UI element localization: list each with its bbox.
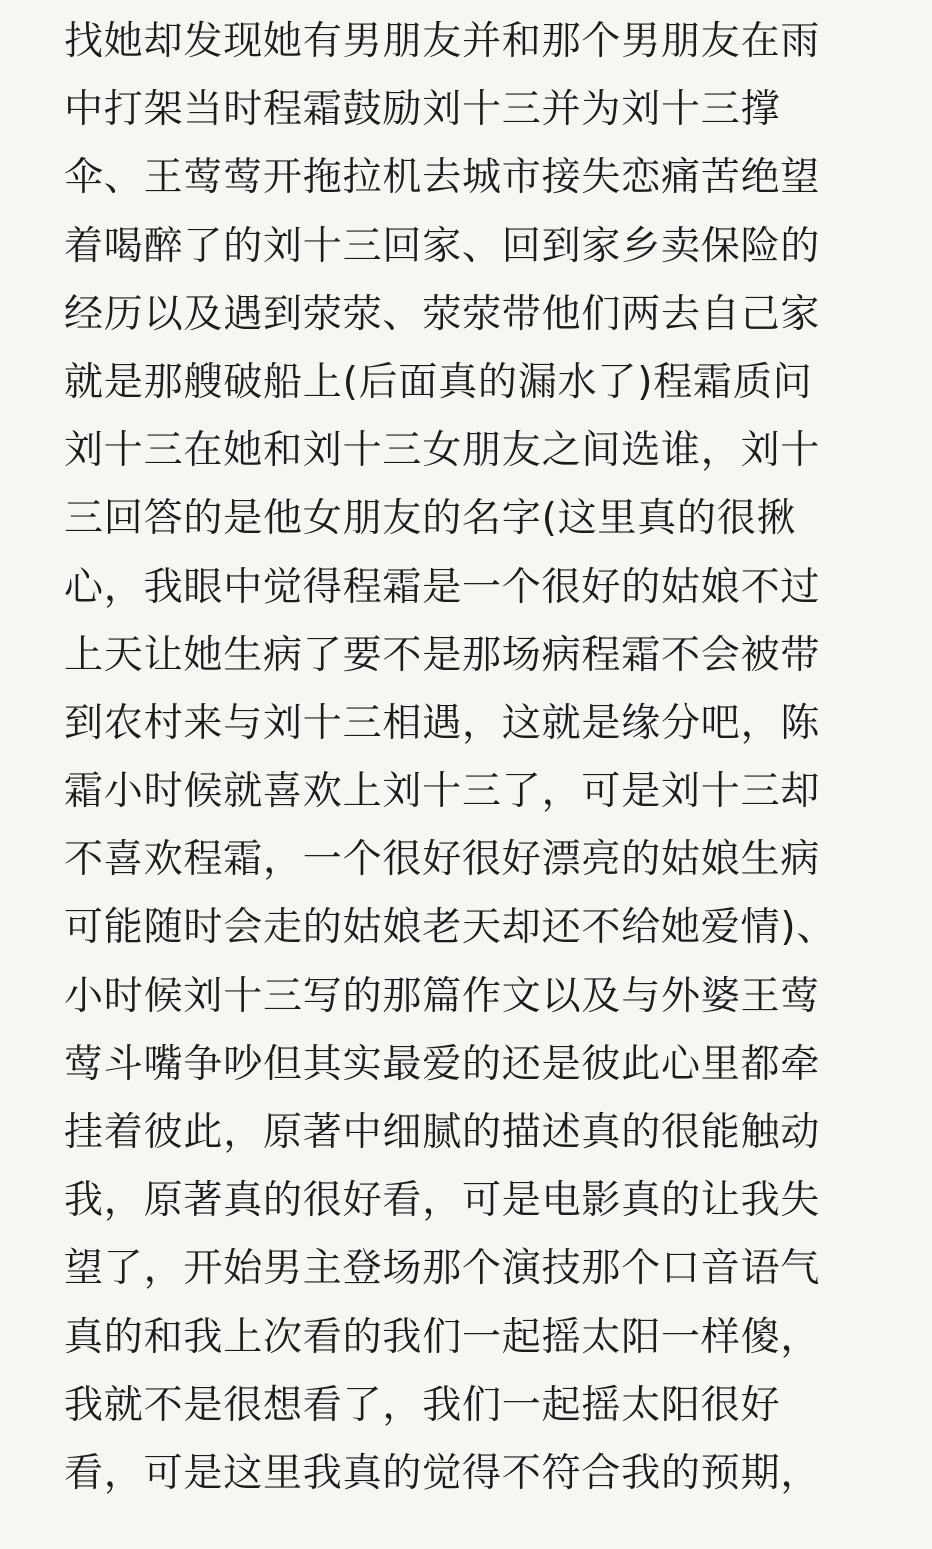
text-line: 霜小时候就喜欢上刘十三了，可是刘十三却 — [64, 769, 821, 815]
text-line: 小时候刘十三写的那篇作文以及与外婆王莺 — [64, 973, 821, 1019]
text-line: 着喝醉了的刘十三回家、回到家乡卖保险的 — [64, 223, 821, 269]
text-line: 刘十三在她和刘十三女朋友之间选谁，刘十 — [64, 428, 821, 474]
text-line: 可能随时会走的姑娘老天却还不给她爱情)、 — [64, 905, 837, 951]
text-line: 莺斗嘴争吵但其实最爱的还是彼此心里都牵 — [64, 1041, 821, 1087]
text-line: 上天让她生病了要不是那场病程霜不会被带 — [64, 632, 821, 678]
text-line: 看，可是这里我真的觉得不符合我的预期， — [64, 1450, 821, 1496]
text-line: 中打架当时程霜鼓励刘十三并为刘十三撑 — [64, 87, 781, 133]
text-line: 望了，开始男主登场那个演技那个口音语气 — [64, 1246, 821, 1292]
text-line: 伞、王莺莺开拖拉机去城市接失恋痛苦绝望 — [64, 155, 821, 201]
text-line: 不喜欢程霜，一个很好很好漂亮的姑娘生病 — [64, 837, 821, 883]
text-line: 经历以及遇到荥荥、荥荥带他们两去自己家 — [64, 291, 821, 337]
text-line: 找她却发现她有男朋友并和那个男朋友在雨 — [64, 19, 821, 64]
text-line: 三回答的是他女朋友的名字(这里真的很揪 — [64, 496, 797, 542]
text-line: 真的和我上次看的我们一起摇太阳一样傻， — [64, 1314, 821, 1360]
text-line: 我就不是很想看了，我们一起摇太阳很好 — [64, 1382, 781, 1428]
text-line: 到农村来与刘十三相遇，这就是缘分吧，陈 — [64, 700, 821, 746]
text-line: 我，原著真的很好看，可是电影真的让我失 — [64, 1178, 821, 1224]
article-body — [64, 8, 864, 1508]
text-line: 挂着彼此，原著中细腻的描述真的很能触动 — [64, 1110, 821, 1155]
text-line: 心，我眼中觉得程霜是一个很好的姑娘不过 — [64, 564, 821, 610]
text-line: 就是那艘破船上(后面真的漏水了)程霜质问 — [64, 359, 813, 405]
